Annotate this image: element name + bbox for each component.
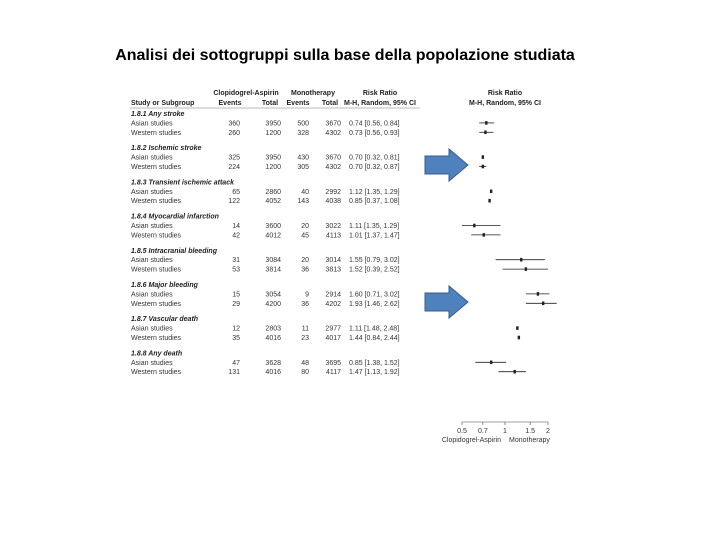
total2-cell: 2992 — [325, 188, 341, 196]
events1-cell: 29 — [232, 300, 240, 308]
study-name: Asian studies — [131, 188, 173, 196]
events2-cell: 20 — [301, 257, 309, 265]
subgroup-label: 1.8.3 Transient ischemic attack — [131, 179, 234, 187]
events1-cell: 122 — [228, 198, 240, 206]
total2-cell: 4202 — [325, 300, 341, 308]
rr-cell: 1.11 [1.48, 2.48] — [349, 325, 400, 333]
events2-header: Events — [286, 100, 310, 107]
rr-cell: 1.12 [1.35, 1.29] — [349, 188, 400, 196]
rr-cell: 0.85 [1.38, 1.52] — [349, 359, 400, 367]
group2-header: Monotherapy — [291, 90, 335, 97]
rr-cell: 1.55 [0.79, 3.02] — [349, 257, 400, 265]
study-name: Asian studies — [131, 154, 173, 162]
subgroup-label: 1.8.2 Ischemic stroke — [131, 145, 202, 153]
total1-cell: 4016 — [265, 369, 281, 377]
page-title: Analisi dei sottogruppi sulla base della popolazione studiata — [115, 47, 575, 64]
forest-rows — [131, 111, 400, 376]
forest-axis — [442, 422, 550, 444]
study-name: Asian studies — [131, 359, 173, 367]
study-name: Asian studies — [131, 291, 173, 299]
study-name: Western studies — [131, 232, 182, 240]
point-estimate — [482, 155, 484, 159]
x-tick-label: 2 — [546, 428, 550, 435]
total2-cell: 4302 — [325, 164, 341, 171]
events1-cell: 35 — [232, 335, 240, 342]
total1-cell: 4052 — [265, 198, 281, 206]
x-tick-label: 1.5 — [525, 428, 536, 435]
rr-cell: 1.11 [1.35, 1.29] — [349, 223, 400, 230]
events1-cell: 260 — [228, 129, 240, 137]
study-name: Asian studies — [131, 257, 173, 265]
highlight-arrows — [425, 149, 468, 318]
total2-cell: 4302 — [325, 129, 341, 137]
rr-cell: 1.60 [0.71, 3.02] — [349, 291, 400, 299]
total1-cell: 2860 — [265, 188, 281, 196]
total1-cell: 4200 — [265, 300, 281, 308]
events1-cell: 14 — [232, 223, 240, 230]
total2-cell: 3695 — [325, 359, 341, 367]
point-estimate — [488, 199, 490, 203]
total2-cell: 4038 — [325, 198, 341, 206]
events2-cell: 36 — [301, 266, 309, 274]
subgroup-label: 1.8.1 Any stroke — [131, 111, 185, 118]
total2-cell: 3014 — [325, 257, 341, 265]
rr-cell: 0.85 [0.37, 1.08] — [349, 198, 400, 206]
study-name: Asian studies — [131, 223, 173, 230]
total1-cell: 4016 — [265, 335, 281, 342]
events1-cell: 325 — [228, 154, 240, 162]
events1-cell: 224 — [228, 164, 240, 171]
study-name: Western studies — [131, 198, 182, 206]
events1-cell: 42 — [232, 232, 240, 240]
study-name: Western studies — [131, 129, 182, 137]
events1-cell: 360 — [228, 120, 240, 128]
subgroup-label: 1.8.4 Myocardial infarction — [131, 213, 219, 221]
subgroup-label: 1.8.6 Major bleeding — [131, 282, 198, 289]
events2-cell: 143 — [297, 198, 309, 206]
events2-cell: 430 — [297, 154, 309, 162]
rr-cell: 0.70 [0.32, 0.87] — [349, 164, 400, 171]
events2-cell: 9 — [305, 291, 309, 299]
total2-cell: 4017 — [325, 335, 341, 342]
events1-cell: 15 — [232, 291, 240, 299]
study-name: Western studies — [131, 300, 182, 308]
events1-cell: 53 — [232, 266, 240, 274]
point-estimate — [514, 370, 516, 374]
rr-cell: 1.47 [1.13, 1.92] — [349, 369, 400, 377]
highlight-arrow — [425, 149, 468, 181]
total2-header: Total — [321, 100, 339, 107]
point-estimate — [537, 292, 539, 296]
total1-cell: 2803 — [265, 325, 281, 333]
total1-cell: 1200 — [265, 164, 281, 171]
highlight-arrow — [425, 286, 468, 318]
rr-column-header: Risk Ratio — [362, 90, 398, 97]
total2-cell: 2914 — [325, 291, 341, 299]
rr-cell: 1.93 [1.46, 2.62] — [349, 300, 400, 308]
total2-cell: 4117 — [325, 369, 341, 377]
group1-header: Clopidogrel-Aspirin — [213, 90, 279, 97]
subgroup-label: 1.8.7 Vascular death — [131, 316, 199, 324]
total1-cell: 1200 — [265, 129, 281, 137]
events1-cell: 12 — [232, 325, 240, 333]
point-estimate — [485, 121, 487, 125]
study-name: Western studies — [131, 335, 182, 342]
events2-cell: 80 — [301, 369, 309, 377]
point-estimate — [542, 302, 544, 306]
rr-cell: 0.74 [0.56, 0.84] — [349, 120, 400, 128]
total1-cell: 3950 — [265, 154, 281, 162]
point-estimate — [518, 336, 520, 340]
total2-cell: 3670 — [325, 120, 341, 128]
x-tick-label: 1 — [503, 428, 507, 435]
study-name: Western studies — [131, 164, 182, 171]
events2-cell: 500 — [297, 120, 309, 128]
x-tick-label: 0.5 — [457, 428, 467, 435]
total1-cell: 3814 — [265, 266, 281, 274]
total2-cell: 2977 — [325, 325, 341, 333]
study-column-header: Study or Subgroup — [131, 100, 195, 107]
events2-cell: 11 — [301, 325, 309, 333]
total2-cell: 3022 — [325, 223, 341, 230]
total2-cell: 4113 — [325, 232, 341, 240]
events1-cell: 47 — [232, 359, 240, 367]
events2-cell: 305 — [297, 164, 309, 171]
x-label-left: Clopidogrel-Aspirin — [441, 437, 501, 444]
forest-marks — [462, 121, 557, 373]
point-estimate — [490, 190, 492, 194]
table-header — [131, 90, 541, 107]
total1-cell: 3084 — [265, 257, 281, 265]
events2-cell: 45 — [301, 232, 309, 240]
events2-cell: 48 — [301, 359, 309, 367]
subgroup-label: 1.8.5 Intracranial bleeding — [131, 247, 217, 255]
point-estimate — [484, 131, 486, 135]
total1-cell: 3628 — [265, 359, 281, 367]
subgroup-label: 1.8.8 Any death — [131, 350, 183, 358]
x-tick-label: 0.7 — [478, 428, 488, 435]
point-estimate — [483, 233, 485, 237]
plot-method-header: M-H, Random, 95% CI — [469, 100, 541, 107]
rr-cell: 0.70 [0.32, 0.81] — [349, 154, 400, 162]
study-name: Western studies — [131, 369, 182, 377]
rr-cell: 1.44 [0.84, 2.44] — [349, 335, 400, 342]
point-estimate — [490, 361, 492, 365]
study-name: Asian studies — [131, 325, 173, 333]
rr-cell: 0.73 [0.56, 0.93] — [349, 129, 400, 137]
point-estimate — [516, 326, 518, 330]
point-estimate — [520, 258, 522, 262]
events1-cell: 65 — [232, 188, 240, 196]
total2-cell: 3670 — [325, 154, 341, 162]
events2-cell: 40 — [301, 188, 309, 196]
rr-cell: 1.01 [1.37, 1.47] — [349, 232, 400, 240]
total1-cell: 3054 — [265, 291, 281, 299]
point-estimate — [473, 224, 475, 228]
point-estimate — [482, 165, 484, 169]
total1-cell: 3600 — [265, 223, 281, 230]
total1-header: Total — [261, 100, 279, 107]
study-name: Asian studies — [131, 120, 173, 128]
events2-cell: 328 — [297, 129, 309, 137]
events1-cell: 31 — [232, 257, 240, 265]
events2-cell: 20 — [301, 223, 309, 230]
total1-cell: 4012 — [265, 232, 281, 240]
events1-cell: 131 — [228, 369, 240, 377]
total1-cell: 3950 — [265, 120, 281, 128]
total2-cell: 3813 — [325, 266, 341, 274]
events2-cell: 23 — [301, 335, 309, 342]
rr-method-header: M-H, Random, 95% CI — [344, 100, 416, 107]
point-estimate — [525, 267, 527, 271]
plot-header: Risk Ratio — [487, 90, 523, 97]
rr-cell: 1.52 [0.39, 2.52] — [349, 266, 400, 274]
x-label-right: Monotherapy — [509, 437, 550, 444]
study-name: Western studies — [131, 266, 182, 274]
events2-cell: 36 — [301, 300, 309, 308]
events1-header: Events — [218, 100, 242, 107]
